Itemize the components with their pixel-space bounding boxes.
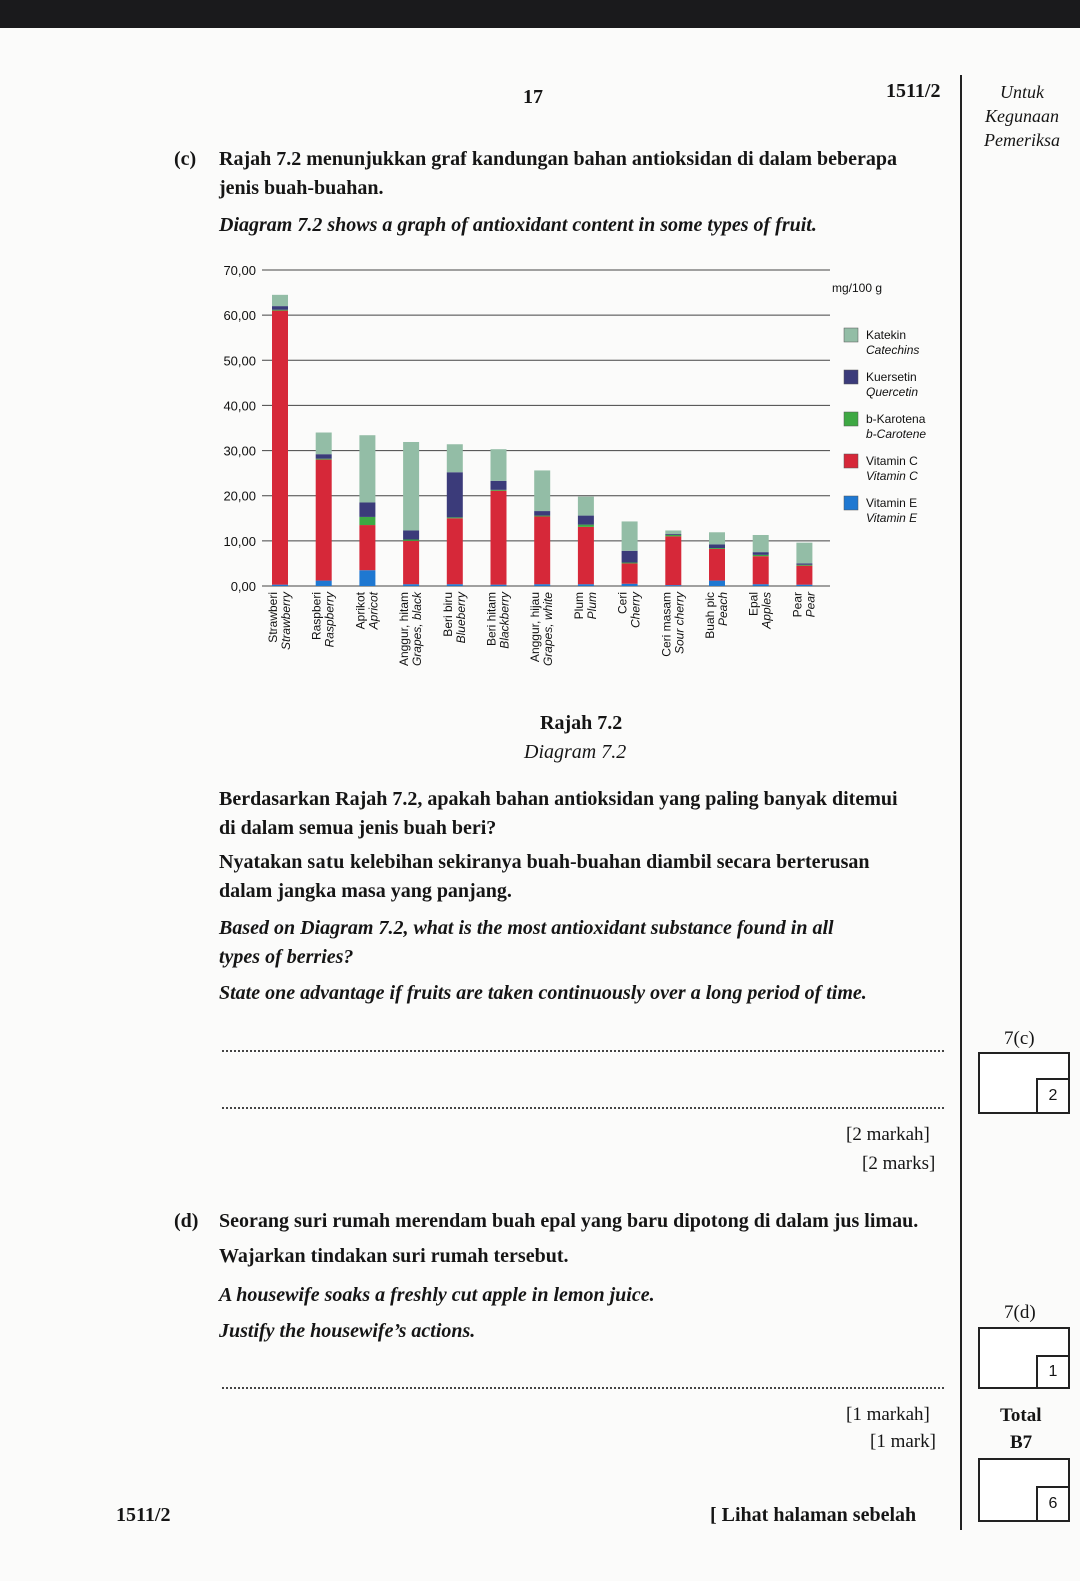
bar-segment-vitamin-e [534,584,550,586]
marks-c-ms: [2 markah] [846,1124,930,1145]
answer-line-c-1[interactable] [222,1050,944,1052]
bar-segment-b-carotene [272,310,288,311]
bar-segment-vitamin-e [578,584,594,586]
examiner-line-3: Pemeriksa [984,130,1060,150]
margin-line [960,75,962,1530]
bar-segment-vitamin-c [622,563,638,583]
bar-segment-catechins [796,543,812,564]
bar-segment-vitamin-c [316,460,332,581]
bar-segment-b-carotene [447,517,463,518]
bar-segment-vitamin-c [403,541,419,584]
question-c-text-ms-1: Rajah 7.2 menunjukkan graf kandungan bahan antioksidan di dalam beberapa [219,148,897,170]
bar-segment-b-carotene [534,516,550,517]
x-tick-label-en: Sour cherry [672,592,687,655]
bar-segment-quercetin [665,534,681,535]
legend-label: Kuersetin [866,370,917,384]
total-value: 6 [1036,1486,1070,1522]
bar-segment-vitamin-c [491,491,507,585]
box-label-7c: 7(c) [1004,1028,1035,1049]
bar-segment-b-carotene [753,555,769,556]
x-tick-label-en: Apples [759,592,774,629]
bar-segment-catechins [665,530,681,534]
bar-segment-catechins [359,435,375,502]
x-tick-label-en: Peach [716,592,730,627]
x-tick-label-en: Grapes, black [410,592,425,667]
legend-label-en: Catechins [866,343,920,357]
legend-label-en: Vitamin C [866,469,918,483]
x-tick-label-en: Pear [803,592,818,618]
x-tick-label: Raspberi [309,592,324,641]
marks-d-ms: [1 markah] [846,1404,930,1425]
x-tick-label: Pear [790,592,805,618]
bar-segment-vitamin-e [447,584,463,586]
bar-segment-catechins [534,470,550,511]
prompt-ms-3c: kelebihan sekiranya buah-buahan diambil secara berterusan [344,851,870,873]
bar-segment-vitamin-c [534,516,550,584]
y-tick-label: 50,00 [223,353,256,369]
top-bar [0,0,1080,28]
bar-segment-vitamin-e [403,584,419,586]
legend-label: Katekin [866,328,907,342]
bar-segment-quercetin [709,544,725,548]
y-tick-label: 70,00 [223,263,256,278]
bar-segment-vitamin-c [359,525,375,570]
mark-value-7d: 1 [1036,1355,1070,1389]
bar-segment-b-carotene [665,535,681,536]
bar-segment-b-carotene [578,525,594,527]
bar-segment-b-carotene [403,540,419,541]
x-tick-label: Epal [746,592,761,617]
footer-code: 1511/2 [116,1504,171,1526]
question-d-text-ms-2: Wajarkan tindakan suri rumah tersebut. [219,1245,569,1267]
question-c-text-en: Diagram 7.2 shows a graph of antioxidant content in some types of fruit. [219,214,817,236]
prompt-ms-4: dalam jangka masa yang panjang. [219,880,512,902]
y-tick-label: 60,00 [223,308,256,324]
x-tick-label-en: Plum [584,592,599,620]
bar-segment-b-carotene [622,563,638,564]
bar-segment-quercetin [272,306,288,310]
y-tick-label: 0,00 [230,579,256,594]
x-tick-label-en: Blueberry [453,592,468,644]
bar-segment-vitamin-e [753,584,769,586]
bar-segment-catechins [578,497,594,516]
x-tick-label-en: Raspberry [322,592,337,648]
legend-swatch-vitamin-e [844,496,858,510]
answer-line-c-2[interactable] [222,1107,944,1109]
bar-segment-vitamin-c [272,311,288,585]
prompt-ms-1: Berdasarkan Rajah 7.2, apakah bahan antioksidan yang paling banyak ditemui [219,788,898,810]
bar-segment-b-carotene [359,517,375,525]
marks-d-en: [1 mark] [870,1431,936,1452]
x-tick-label: Ceri [615,592,630,615]
bar-segment-quercetin [491,481,507,490]
caption-ms: Rajah 7.2 [540,712,623,734]
box-label-7d: 7(d) [1004,1302,1036,1323]
prompt-en-3a: State [219,982,266,1004]
prompt-en-3c: advantage if fruits are taken continuously over a long period of time. [295,982,867,1004]
y-tick-label: 10,00 [223,533,256,549]
bar-segment-vitamin-e [665,585,681,586]
y-tick-label: 20,00 [223,488,256,504]
examiner-line-2: Kegunaan [985,106,1059,126]
bar-segment-vitamin-e [491,585,507,586]
bar-segment-catechins [709,532,725,544]
examiner-column-label [966,80,1078,152]
bar-segment-b-carotene [709,548,725,549]
answer-line-d-1[interactable] [222,1387,944,1389]
total-label: Total [1000,1405,1042,1426]
question-c-label: (c) [174,148,197,170]
y-tick-label: 40,00 [223,398,256,414]
bar-segment-catechins [622,521,638,550]
bar-segment-catechins [316,433,332,455]
page-number: 17 [523,86,543,108]
prompt-en-3 [219,982,867,1005]
bar-segment-vitamin-c [753,556,769,584]
x-tick-label: Beri biru [440,592,455,637]
footer-next-page: [ Lihat halaman sebelah [710,1504,917,1526]
x-tick-label: Anggur, hitam [397,592,412,667]
paper-code: 1511/2 [886,80,941,102]
bar-segment-vitamin-c [709,549,725,581]
bar-segment-quercetin [578,516,594,525]
bar-segment-catechins [447,444,463,472]
bar-segment-quercetin [403,530,419,539]
bar-segment-quercetin [796,563,812,564]
x-tick-label-en: Grapes, white [541,592,556,667]
bar-segment-vitamin-e [272,585,288,586]
bar-segment-vitamin-e [316,581,332,586]
x-tick-label-en: Apricot [366,592,381,630]
bar-segment-vitamin-e [796,585,812,586]
x-tick-label: Aprikot [353,592,368,630]
legend-label: b-Karotena [866,412,926,426]
x-tick-label-en: Blackberry [497,592,512,649]
prompt-ms-3a: Nyatakan [219,851,308,873]
legend-label-en: Quercetin [866,385,919,399]
x-tick-label-en: Strawberry [279,592,293,651]
bar-segment-catechins [491,449,507,481]
bar-segment-vitamin-e [709,581,725,586]
bar-segment-catechins [272,295,288,306]
question-c-text-ms-2: jenis buah-buahan. [219,177,384,199]
bar-segment-b-carotene [491,490,507,491]
prompt-en-1: Based on Diagram 7.2, what is the most antioxidant substance found in all [219,917,834,939]
bar-segment-b-carotene [796,565,812,566]
y-tick-label: 30,00 [223,443,256,459]
bar-segment-quercetin [622,551,638,563]
bar-segment-quercetin [359,502,375,516]
antioxidant-chart [170,252,960,702]
bar-segment-catechins [403,442,419,530]
bar-segment-quercetin [447,472,463,517]
bar-segment-vitamin-e [622,584,638,586]
legend-swatch-catechins [844,328,858,342]
marks-c-en: [2 marks] [862,1153,936,1174]
x-tick-label: Buah pic [703,592,717,639]
legend-swatch-vitamin-c [844,454,858,468]
x-tick-label: Strawberi [266,592,280,643]
question-d-label: (d) [174,1210,199,1232]
bar-segment-catechins [753,535,769,552]
x-tick-label: Plum [571,592,586,620]
prompt-en-2: types of berries? [219,946,354,968]
question-d-text-en-1: A housewife soaks a freshly cut apple in lemon juice. [219,1284,655,1306]
bar-segment-quercetin [753,552,769,555]
legend-label-en: b-Carotene [866,427,927,441]
bar-segment-vitamin-c [447,518,463,584]
prompt-ms-3 [219,851,869,874]
x-tick-label: Ceri masam [659,592,674,657]
legend-label-en: Vitamin E [866,511,918,525]
bar-segment-b-carotene [316,459,332,460]
total-code: B7 [1010,1432,1033,1453]
legend-swatch-b-carotene [844,412,858,426]
mark-value-7c: 2 [1036,1078,1070,1114]
bar-segment-vitamin-e [359,570,375,586]
examiner-line-1: Untuk [1000,82,1044,102]
question-d-text-en-2: Justify the housewife’s actions. [219,1320,476,1342]
prompt-en-3b: one [265,982,296,1004]
bar-segment-quercetin [316,454,332,459]
legend-label: Vitamin E [866,496,918,510]
bar-segment-vitamin-c [665,536,681,585]
legend-swatch-quercetin [844,370,858,384]
unit-label: mg/100 g [832,281,883,295]
bar-segment-vitamin-c [796,566,812,585]
prompt-ms-3b: satu [307,851,345,873]
legend-label: Vitamin C [866,454,918,468]
question-d-text-ms-1: Seorang suri rumah merendam buah epal yang baru dipotong di dalam jus limau. [219,1210,919,1232]
x-tick-label: Anggur, hijau [528,592,543,663]
bar-segment-quercetin [534,511,550,516]
caption-en: Diagram 7.2 [524,741,627,763]
x-tick-label-en: Cherry [628,592,643,629]
bar-segment-vitamin-c [578,527,594,584]
x-tick-label: Beri hitam [484,592,499,647]
prompt-ms-2: di dalam semua jenis buah beri? [219,817,497,839]
